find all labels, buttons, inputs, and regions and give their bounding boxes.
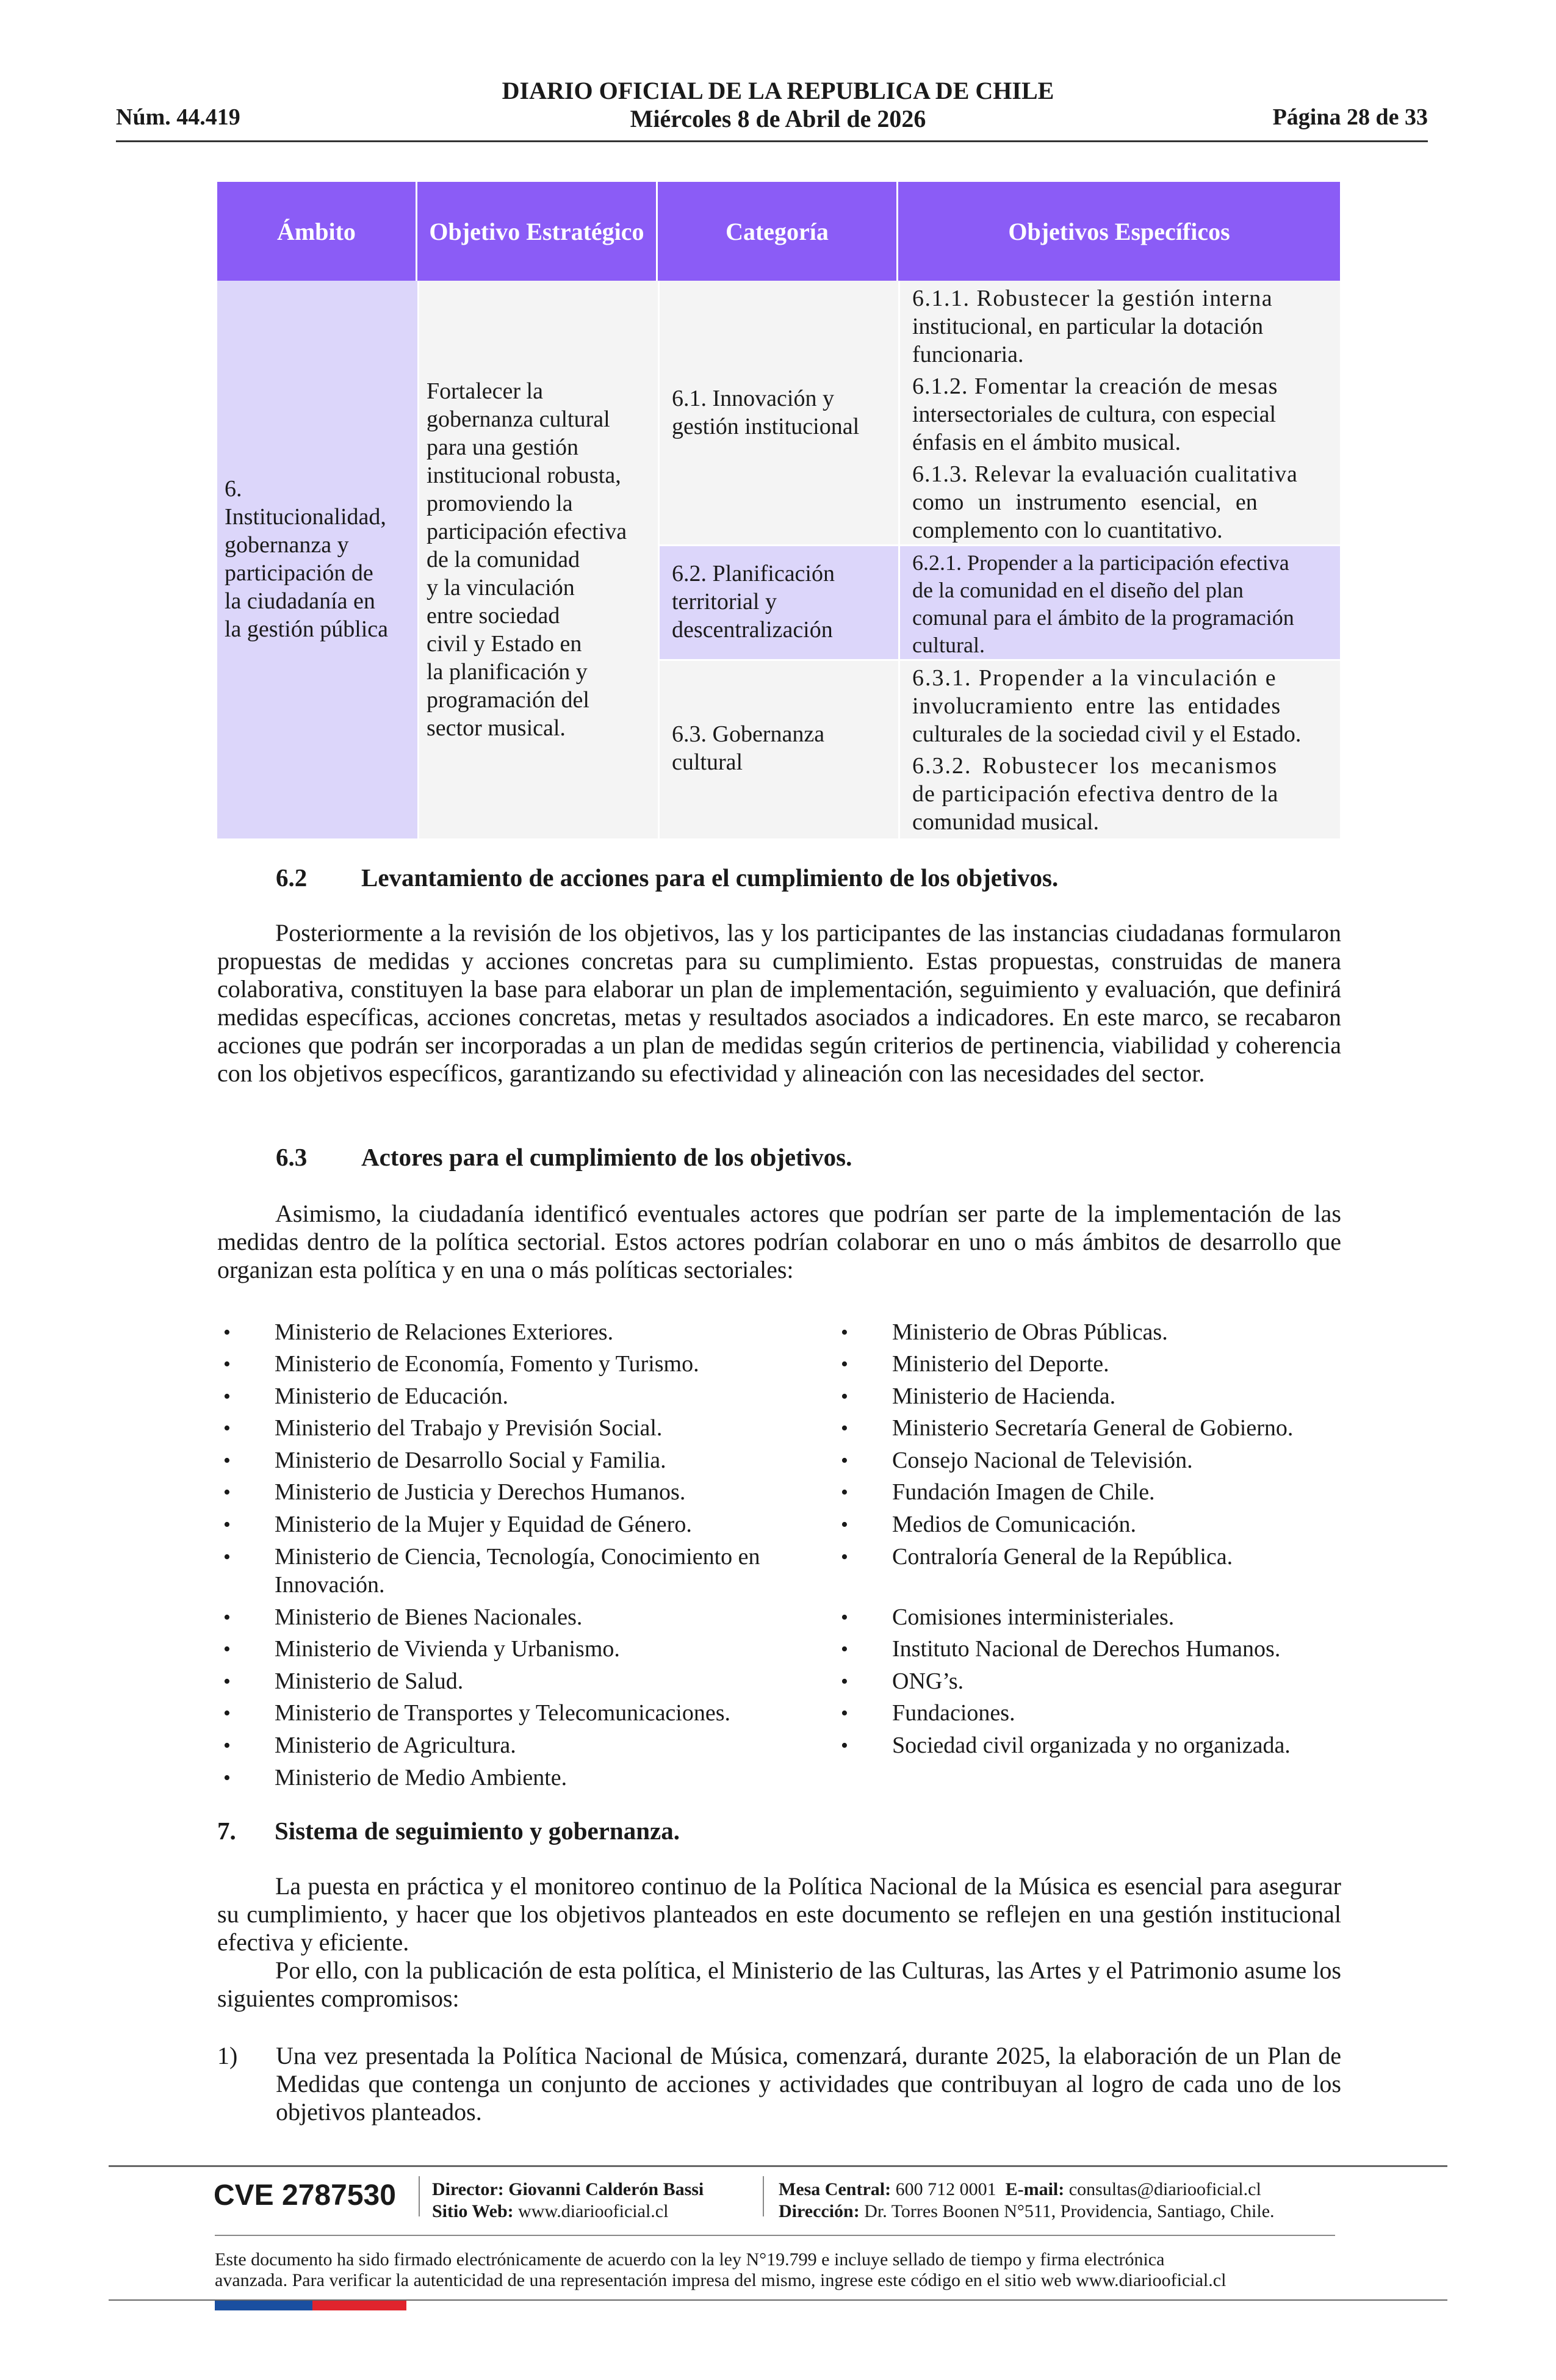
ambito-cell bbox=[217, 281, 417, 838]
commitment-1-text: Una vez presentada la Política Nacional de Música, comenzará, durante 2025, la elaboración de un Plan de Medidas que contenga un conjunto de acciones y actividades que contribuyan al logro de cada uno de los objetivos planteados. bbox=[276, 2042, 1341, 2126]
section-6-3-title: Actores para el cumplimiento de los objetivos. bbox=[361, 1143, 852, 1171]
bullet-glyph: • bbox=[223, 1670, 231, 1693]
especifico-6-1-3 bbox=[900, 460, 1340, 544]
list-item: Ministerio de Salud. bbox=[275, 1668, 464, 1694]
bullet-glyph: • bbox=[223, 1513, 231, 1536]
list-item: Ministerio Secretaría General de Gobierno. bbox=[892, 1415, 1294, 1441]
list-item: Ministerio de Justicia y Derechos Humanos. bbox=[275, 1479, 686, 1505]
bullet-glyph: • bbox=[841, 1353, 848, 1376]
list-item: Ministerio de Agricultura. bbox=[275, 1733, 516, 1758]
especifico-line: funcionaria. bbox=[912, 342, 1024, 367]
especifico-line: involucramiento entre las entidades bbox=[912, 693, 1281, 719]
bullet-glyph: • bbox=[841, 1670, 848, 1693]
categoria-line: 6.1. Innovación y bbox=[672, 386, 834, 411]
categoria-line: 6.2. Planificación bbox=[672, 561, 835, 586]
categoria-line: cultural bbox=[672, 749, 743, 775]
web-value: www.diariooficial.cl bbox=[518, 2201, 669, 2221]
list-item: Ministerio del Trabajo y Previsión Social. bbox=[275, 1415, 663, 1441]
section-6-3-number: 6.3 bbox=[276, 1143, 308, 1171]
categoria-cell-6-3 bbox=[660, 661, 898, 838]
footer-separator bbox=[763, 2176, 764, 2216]
bullet-glyph: • bbox=[841, 1385, 848, 1408]
especifico-line: comunal para el ámbito de la programación bbox=[912, 605, 1294, 630]
especifico-line: 6.2.1. Propender a la participación efectiva bbox=[912, 550, 1289, 575]
bullet-glyph: • bbox=[223, 1353, 231, 1376]
ambito-line: 6. bbox=[225, 476, 242, 502]
bullet-glyph: • bbox=[223, 1734, 231, 1757]
mesa-label: Mesa Central: bbox=[779, 2179, 891, 2199]
address-value: Dr. Torres Boonen N°511, Providencia, Santiago, Chile. bbox=[864, 2201, 1275, 2221]
legal-notice bbox=[215, 2249, 1374, 2291]
director-name: Giovanni Calderón Bassi bbox=[508, 2179, 704, 2199]
categoria-line: territorial y bbox=[672, 589, 777, 615]
list-item: Contraloría General de la República. bbox=[892, 1544, 1233, 1570]
footer-top-rule bbox=[109, 2165, 1447, 2167]
section-6-2-paragraph: Posteriormente a la revisión de los objetivos, las y los participantes de las instancias ciudadanas formularon propuestas de medidas y acciones concretas para su cumplimiento. Estas propuestas, construidas de manera colaborativa, constituyen la base para elaborar un plan de implementación, seguimiento y evaluación, que definirá medidas específicas, acciones concretas, metas y resultados asociados a indicadores. En este marco, se recabaron acciones que podrán ser incorporadas a un plan de medidas según criterios de pertinencia, viabilidad y coherencia con los objetivos específicos, garantizando su efectividad y alineación con las necesidades del sector. bbox=[217, 919, 1341, 1087]
list-item: Medios de Comunicación. bbox=[892, 1512, 1136, 1537]
objetivo-line: y la vinculación bbox=[427, 575, 575, 600]
objetivo-line: promoviendo la bbox=[427, 491, 573, 516]
especifico-6-2-1 bbox=[900, 549, 1340, 659]
cve-code: CVE 2787530 bbox=[214, 2179, 396, 2212]
list-item: Comisiones interministeriales. bbox=[892, 1604, 1175, 1630]
objetivo-line: la planificación y bbox=[427, 659, 588, 685]
bullet-glyph: • bbox=[223, 1702, 231, 1725]
bullet-glyph: • bbox=[841, 1606, 848, 1629]
mesa-value: 600 712 0001 bbox=[895, 2179, 996, 2199]
especifico-6-1-2 bbox=[900, 372, 1340, 456]
list-item: Consejo Nacional de Televisión. bbox=[892, 1448, 1193, 1473]
objetivo-cell bbox=[419, 281, 658, 838]
list-item: Instituto Nacional de Derechos Humanos. bbox=[892, 1636, 1281, 1662]
header-rule bbox=[116, 140, 1428, 142]
bullet-glyph: • bbox=[223, 1321, 231, 1344]
list-item: ONG’s. bbox=[892, 1668, 964, 1694]
list-item: Ministerio de Ciencia, Tecnología, Conocimiento en Innovación. bbox=[275, 1544, 760, 1598]
objetivo-line: institucional robusta, bbox=[427, 463, 621, 488]
list-item: Fundación Imagen de Chile. bbox=[892, 1479, 1155, 1505]
especifico-line: 6.3.2. Robustecer los mecanismos bbox=[912, 753, 1278, 779]
table-header-ambito: Ámbito bbox=[217, 182, 417, 281]
email-value: consultas@diariooficial.cl bbox=[1068, 2179, 1261, 2199]
section-6-2-title: Levantamiento de acciones para el cumplimiento de los objetivos. bbox=[361, 864, 1059, 892]
section-7-paragraph-2: Por ello, con la publicación de esta política, el Ministerio de las Culturas, las Artes y el Patrimonio asume los siguientes compromisos: bbox=[217, 1956, 1341, 2012]
bullet-glyph: • bbox=[223, 1606, 231, 1629]
especifico-line: culturales de la sociedad civil y el Estado. bbox=[912, 721, 1302, 747]
list-item: Ministerio de Educación. bbox=[275, 1383, 509, 1409]
categoria-line: gestión institucional bbox=[672, 414, 860, 439]
bullet-glyph: • bbox=[841, 1702, 848, 1725]
list-item: Ministerio de Obras Públicas. bbox=[892, 1319, 1168, 1345]
especifico-line: comunidad musical. bbox=[912, 809, 1100, 835]
list-item: Ministerio de Economía, Fomento y Turismo. bbox=[275, 1351, 699, 1377]
address-label: Dirección: bbox=[779, 2201, 860, 2221]
categoria-cell-6-2 bbox=[660, 546, 898, 659]
objetivo-line: gobernanza cultural bbox=[427, 406, 610, 432]
objetivo-line: para una gestión bbox=[427, 435, 579, 460]
ambito-line: Institucionalidad, bbox=[225, 504, 386, 530]
objectives-table bbox=[217, 182, 1340, 838]
director-label: Director: bbox=[432, 2179, 504, 2199]
list-item: Ministerio de Bienes Nacionales. bbox=[275, 1604, 583, 1630]
bullet-glyph: • bbox=[841, 1321, 848, 1344]
especifico-line: énfasis en el ámbito musical. bbox=[912, 430, 1181, 455]
especifico-6-3-2 bbox=[900, 752, 1340, 836]
especifico-line: complemento con lo cuantitativo. bbox=[912, 517, 1223, 543]
especifico-line: 6.1.2. Fomentar la creación de mesas bbox=[912, 373, 1278, 399]
especifico-6-3-1 bbox=[900, 664, 1340, 748]
flag-bar-blue bbox=[215, 2301, 312, 2310]
bullet-glyph: • bbox=[223, 1385, 231, 1408]
bullet-glyph: • bbox=[841, 1638, 848, 1661]
footer-mid-rule bbox=[215, 2235, 1335, 2236]
especifico-line: institucional, en particular la dotación bbox=[912, 314, 1264, 339]
ambito-line: gobernanza y bbox=[225, 532, 349, 558]
bullet-glyph: • bbox=[841, 1513, 848, 1536]
list-item: Ministerio del Deporte. bbox=[892, 1351, 1109, 1377]
table-header-especificos: Objetivos Específicos bbox=[898, 182, 1340, 281]
footer-separator bbox=[419, 2176, 420, 2216]
bullet-glyph: • bbox=[223, 1449, 231, 1472]
page-number: Página 28 de 33 bbox=[1272, 104, 1428, 130]
table-header-objetivo: Objetivo Estratégico bbox=[417, 182, 658, 281]
bullet-glyph: • bbox=[223, 1546, 231, 1568]
issue-number: Núm. 44.419 bbox=[116, 104, 240, 130]
web-label: Sitio Web: bbox=[432, 2201, 514, 2221]
objetivo-line: Fortalecer la bbox=[427, 378, 543, 404]
objetivo-line: entre sociedad bbox=[427, 603, 560, 629]
list-item: Ministerio de Transportes y Telecomunicaciones. bbox=[275, 1700, 731, 1726]
categoria-cell-6-1 bbox=[660, 281, 898, 544]
especifico-6-1-1 bbox=[900, 284, 1340, 369]
email-label: E-mail: bbox=[1005, 2179, 1065, 2199]
masthead-date: Miércoles 8 de Abril de 2026 bbox=[630, 105, 926, 132]
especifico-line: cultural. bbox=[912, 633, 985, 657]
footer-director-block bbox=[432, 2179, 704, 2223]
table-header-categoria: Categoría bbox=[658, 182, 898, 281]
list-item: Ministerio de Desarrollo Social y Familia. bbox=[275, 1448, 666, 1473]
especifico-line: 6.1.3. Relevar la evaluación cualitativa bbox=[912, 461, 1298, 487]
bullet-glyph: • bbox=[223, 1481, 231, 1504]
section-6-3-paragraph: Asimismo, la ciudadanía identificó eventuales actores que podrían ser parte de la implementación de las medidas dentro de la política sectorial. Estos actores podrían colaborar en uno o más ámbitos de desarrollo que organizan esta política y en una o más políticas sectoriales: bbox=[217, 1200, 1341, 1283]
footer-contact-block bbox=[779, 2179, 1275, 2223]
bullet-glyph: • bbox=[223, 1417, 231, 1440]
bullet-glyph: • bbox=[223, 1638, 231, 1661]
list-item: Ministerio de Medio Ambiente. bbox=[275, 1765, 567, 1790]
objetivo-line: programación del bbox=[427, 687, 589, 713]
list-item: Ministerio de Relaciones Exteriores. bbox=[275, 1319, 614, 1345]
especifico-line: de la comunidad en el diseño del plan bbox=[912, 578, 1244, 602]
section-7-number: 7. bbox=[217, 1817, 236, 1845]
bullet-glyph: • bbox=[223, 1767, 231, 1789]
ambito-line: participación de bbox=[225, 560, 373, 586]
section-7-paragraph-1: La puesta en práctica y el monitoreo continuo de la Política Nacional de la Música es esencial para asegurar su cumplimiento, y hacer que los objetivos planteados en este documento se reflejen en una gestión institucional efectiva y eficiente. bbox=[217, 1872, 1341, 1956]
especifico-line: como un instrumento esencial, en bbox=[912, 489, 1258, 515]
bullet-glyph: • bbox=[841, 1449, 848, 1472]
bullet-glyph: • bbox=[841, 1481, 848, 1504]
especifico-line: 6.3.1. Propender a la vinculación e bbox=[912, 665, 1277, 691]
especifico-line: intersectoriales de cultura, con especial bbox=[912, 402, 1277, 427]
flag-bar-red bbox=[312, 2301, 406, 2310]
bullet-glyph: • bbox=[841, 1417, 848, 1440]
legal-line: Este documento ha sido firmado electrónicamente de acuerdo con la ley N°19.799 e incluye sellado de tiempo y firma electrónica bbox=[215, 2249, 1165, 2270]
section-7-title: Sistema de seguimiento y gobernanza. bbox=[275, 1817, 680, 1845]
section-6-2-number: 6.2 bbox=[276, 864, 308, 892]
ambito-line: la ciudadanía en bbox=[225, 588, 375, 614]
ambito-line: la gestión pública bbox=[225, 616, 389, 642]
list-item: Sociedad civil organizada y no organizada. bbox=[892, 1733, 1291, 1758]
list-item: Fundaciones. bbox=[892, 1700, 1015, 1726]
list-item: Ministerio de la Mujer y Equidad de Género. bbox=[275, 1512, 692, 1537]
bullet-glyph: • bbox=[841, 1546, 848, 1568]
objetivo-line: de la comunidad bbox=[427, 547, 580, 572]
objetivo-line: participación efectiva bbox=[427, 519, 627, 544]
especifico-line: 6.1.1. Robustecer la gestión interna bbox=[912, 286, 1273, 311]
list-item: Ministerio de Hacienda. bbox=[892, 1383, 1116, 1409]
objetivo-line: civil y Estado en bbox=[427, 631, 582, 657]
objetivo-line: sector musical. bbox=[427, 715, 566, 741]
legal-line: avanzada. Para verificar la autenticidad de una representación impresa del mismo, ingrese este código en el sitio web www.diariooficial.cl bbox=[215, 2270, 1226, 2290]
masthead-title: DIARIO OFICIAL DE LA REPUBLICA DE CHILE bbox=[502, 77, 1054, 104]
commitment-1-number: 1) bbox=[217, 2042, 238, 2069]
list-item: Ministerio de Vivienda y Urbanismo. bbox=[275, 1636, 620, 1662]
especifico-line: de participación efectiva dentro de la bbox=[912, 781, 1279, 807]
bullet-glyph: • bbox=[841, 1734, 848, 1757]
categoria-line: descentralización bbox=[672, 617, 833, 643]
categoria-line: 6.3. Gobernanza bbox=[672, 721, 825, 747]
